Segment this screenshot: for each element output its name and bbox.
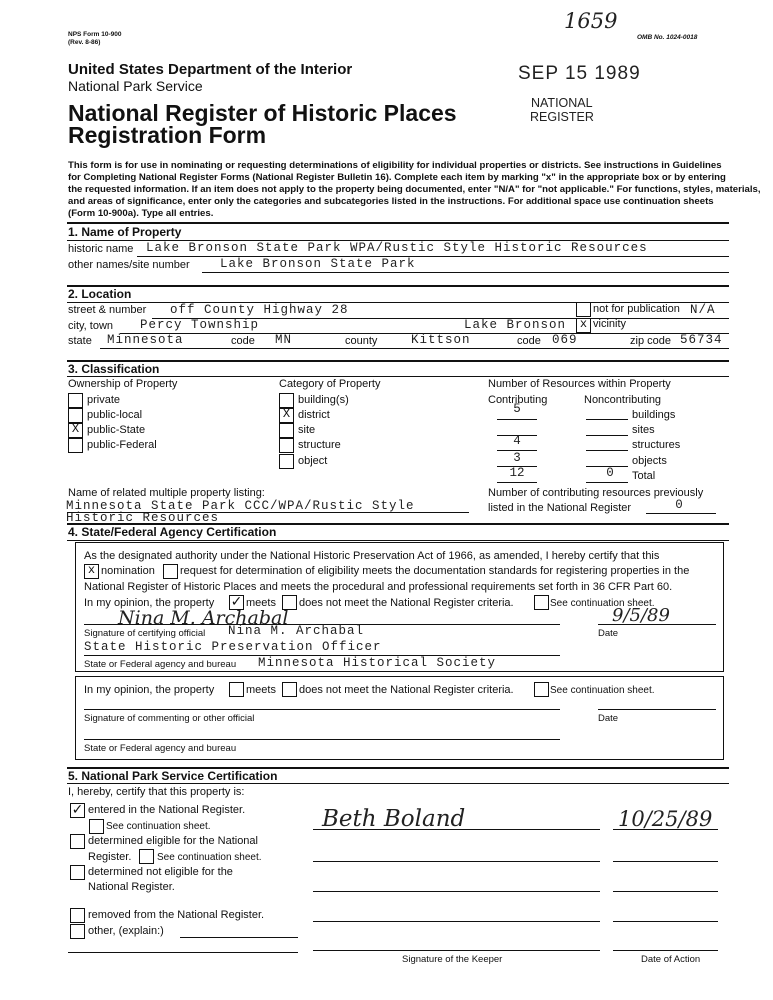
date2-label: Date: [598, 713, 619, 724]
certify-label: I, hereby, certify that this property is:: [68, 786, 245, 798]
ownership-private-checkbox[interactable]: [68, 393, 83, 408]
received-stamp-date: SEP 15 1989: [518, 63, 641, 84]
form-revision: (Rev. 8-86): [68, 39, 101, 46]
structures-label: structures: [632, 439, 681, 451]
received-stamp-line2: REGISTER: [530, 110, 594, 124]
date-label: Date: [598, 628, 619, 639]
certifying-signature: Nina M. Archabal: [118, 607, 289, 629]
section4-heading: 4. State/Federal Agency Certification: [68, 525, 277, 539]
category-buildings-checkbox[interactable]: [279, 393, 294, 408]
form-number: NPS Form 10-900: [68, 31, 122, 38]
total-noncontributing: 0: [606, 466, 614, 480]
meets-checkbox[interactable]: ✓: [230, 594, 243, 610]
previously-listed-value: 0: [675, 498, 683, 512]
agency2-label: State or Federal agency and bureau: [84, 743, 237, 754]
ownership-public-local-checkbox[interactable]: [68, 408, 83, 423]
entered-checkbox[interactable]: ✓: [71, 802, 84, 818]
not-for-publication-value: N/A: [690, 303, 716, 317]
objects-label: objects: [632, 455, 667, 467]
ownership-public-federal-checkbox[interactable]: [68, 438, 83, 453]
mpl-line2: Historic Resources: [66, 511, 220, 525]
determined-eligible-checkbox[interactable]: [70, 834, 85, 849]
department: United States Department of the Interior: [68, 61, 353, 78]
ownership-private-label: private: [87, 394, 121, 406]
entered-see-continuation-label: See continuation sheet.: [106, 821, 211, 832]
agency-label: State or Federal agency and bureau: [84, 659, 237, 670]
instructions: [68, 160, 761, 220]
category-district-label: district: [298, 409, 330, 421]
zip-label: zip code: [630, 335, 671, 347]
not-for-publication-checkbox[interactable]: [576, 302, 591, 317]
opinion2-prefix: In my opinion, the property: [84, 684, 215, 696]
total-contributing: 12: [509, 466, 525, 480]
keeper-label: Signature of the Keeper: [402, 954, 503, 965]
city-value: Percy Township: [140, 318, 260, 332]
sites-label: sites: [632, 424, 655, 436]
removed-checkbox[interactable]: [70, 908, 85, 923]
ownership-public-state-checkbox[interactable]: X: [68, 423, 83, 438]
official-title: State Historic Preservation Officer: [84, 640, 382, 654]
contributing-label: Contributing: [488, 394, 548, 406]
section2-heading: 2. Location: [68, 287, 132, 301]
structures-contributing: 4: [513, 434, 521, 448]
state-label: state: [68, 335, 92, 347]
historic-name-value: Lake Bronson State Park WPA/Rustic Style Historic Resources: [146, 241, 648, 255]
determined-eligible-line1: determined eligible for the National: [88, 835, 258, 847]
removed-label: removed from the National Register.: [88, 909, 265, 921]
determination-request-checkbox[interactable]: [163, 564, 178, 579]
sig-official-label: Signature of certifying official: [84, 628, 206, 639]
category-heading: Category of Property: [279, 378, 381, 390]
other-checkbox[interactable]: [70, 924, 85, 939]
section3-heading: 3. Classification: [68, 362, 160, 376]
mpl-line1: Minnesota State Park CCC/WPA/Rustic Style: [66, 499, 415, 513]
historic-name-label: historic name: [68, 243, 134, 255]
entered-see-continuation-checkbox[interactable]: [89, 819, 104, 834]
objects-contributing: 3: [513, 451, 521, 465]
street-value: off County Highway 28: [170, 303, 349, 317]
not-for-publication-label: not for publication: [593, 303, 680, 315]
resources-heading: Number of Resources within Property: [488, 378, 671, 390]
omb-number: OMB No. 1024-0018: [637, 34, 698, 41]
instructions-line3: the requested information. If an item does not apply to the property being documented, enter "N/A" for "not applicable." For functions, styles, materials,: [68, 184, 761, 195]
vicinity-town: Lake Bronson: [464, 318, 567, 332]
nomination-label: nomination: [101, 565, 155, 577]
not-eligible-line2: National Register.: [88, 881, 175, 893]
keeper-signature: Beth Boland: [322, 806, 466, 832]
see-continuation-checkbox[interactable]: [534, 595, 549, 610]
buildings-label: buildings: [632, 409, 676, 421]
total-label: Total: [632, 470, 656, 482]
determined-eligible-line2: Register.: [88, 851, 132, 863]
other-label: other, (explain:): [88, 925, 164, 937]
category-site-checkbox[interactable]: [279, 423, 294, 438]
instructions-line1: This form is for use in nominating or requesting determinations of eligibility for individual properties or districts. See instructions in Guidelines: [68, 160, 722, 171]
meets-label: meets: [246, 597, 276, 609]
other-names-value: Lake Bronson State Park: [220, 257, 416, 271]
city-label: city, town: [68, 320, 114, 332]
not-eligible-line1: determined not eligible for the: [88, 866, 233, 878]
eligible-see-continuation-checkbox[interactable]: [139, 849, 154, 864]
other-names-label: other names/site number: [68, 259, 190, 271]
mpl-label: Name of related multiple property listing:: [68, 487, 265, 499]
category-object-label: object: [298, 455, 328, 467]
sig-commenting-label: Signature of commenting or other official: [84, 713, 255, 724]
cert-line2: request for determination of eligibility meets the documentation standards for registering properties in the: [180, 565, 690, 577]
county-label: county: [345, 335, 378, 347]
handwritten-number: 1659: [564, 9, 618, 33]
street-label: street & number: [68, 304, 147, 316]
form-title-line1: National Register of Historic Places: [68, 100, 457, 126]
buildings-contributing: 5: [513, 402, 521, 416]
see-continuation2-label: See continuation sheet.: [550, 685, 655, 696]
county-code-value: 069: [552, 333, 578, 347]
agency-value: Minnesota Historical Society: [258, 656, 497, 670]
nomination-checkbox[interactable]: x: [84, 564, 99, 579]
instructions-line2: for Completing National Register Forms (National Register Bulletin 16). Complete each item by marking "x" in the appropriate box or by entering: [68, 172, 726, 183]
cert-line3: National Register of Historic Places and meets the procedural and professional requirements set forth in 36 CFR Part 60.: [84, 581, 673, 593]
see-continuation2-checkbox[interactable]: [534, 682, 549, 697]
ownership-heading: Ownership of Property: [68, 378, 178, 390]
state-code-label: code: [231, 335, 255, 347]
form-title-line2: Registration Form: [68, 122, 267, 148]
zip-value: 56734: [680, 333, 723, 347]
state-code-value: MN: [275, 333, 293, 347]
cert-line1: As the designated authority under the National Historic Preservation Act of 1966, as amended, I hereby certify that this: [84, 550, 660, 562]
does-not-meet2-label: does not meet the National Register criteria.: [299, 684, 514, 696]
eligible-see-continuation-label: See continuation sheet.: [157, 852, 262, 863]
does-not-meet2-checkbox[interactable]: [282, 682, 297, 697]
county-value: Kittson: [411, 333, 471, 347]
received-stamp-line1: NATIONAL: [531, 96, 593, 110]
action-date-label: Date of Action: [641, 954, 701, 965]
vicinity-label: vicinity: [593, 318, 627, 330]
instructions-line4: and areas of significance, enter only the categories and subcategories listed in the instructions. For additional space use continuation sheets: [68, 196, 714, 207]
ownership-public-state-label: public-State: [87, 424, 146, 436]
category-structure-label: structure: [298, 439, 341, 451]
category-structure-checkbox[interactable]: [279, 438, 294, 453]
state-value: Minnesota: [107, 333, 184, 347]
section5-heading: 5. National Park Service Certification: [68, 769, 278, 783]
certifying-date: 9/5/89: [612, 605, 670, 626]
meets2-label: meets: [246, 684, 276, 696]
category-site-label: site: [298, 424, 316, 436]
see-continuation-label: See continuation sheet.: [550, 598, 655, 609]
vicinity-mark: x: [579, 317, 588, 331]
category-object-checkbox[interactable]: [279, 454, 294, 469]
noncontributing-label: Noncontributing: [584, 394, 662, 406]
entered-label: entered in the National Register.: [88, 804, 246, 816]
action-date: 10/25/89: [618, 807, 713, 831]
category-district-checkbox[interactable]: X: [279, 408, 294, 423]
vicinity-checkbox[interactable]: [576, 318, 591, 333]
category-buildings-label: building(s): [298, 394, 349, 406]
does-not-meet-label: does not meet the National Register criteria.: [299, 597, 514, 609]
previously-listed-line1: Number of contributing resources previously: [488, 487, 704, 499]
instructions-line5: (Form 10-900a). Type all entries.: [68, 208, 214, 219]
opinion-prefix: In my opinion, the property: [84, 597, 215, 609]
ownership-public-local-label: public-local: [87, 409, 143, 421]
county-code-label: code: [517, 335, 541, 347]
sig-official-name: Nina M. Archabal: [228, 624, 365, 638]
previously-listed-line2: listed in the National Register: [488, 502, 632, 514]
not-eligible-checkbox[interactable]: [70, 865, 85, 880]
ownership-public-federal-label: public-Federal: [87, 439, 157, 451]
meets2-checkbox[interactable]: [229, 682, 244, 697]
service: National Park Service: [68, 78, 203, 94]
section1-heading: 1. Name of Property: [68, 225, 182, 239]
